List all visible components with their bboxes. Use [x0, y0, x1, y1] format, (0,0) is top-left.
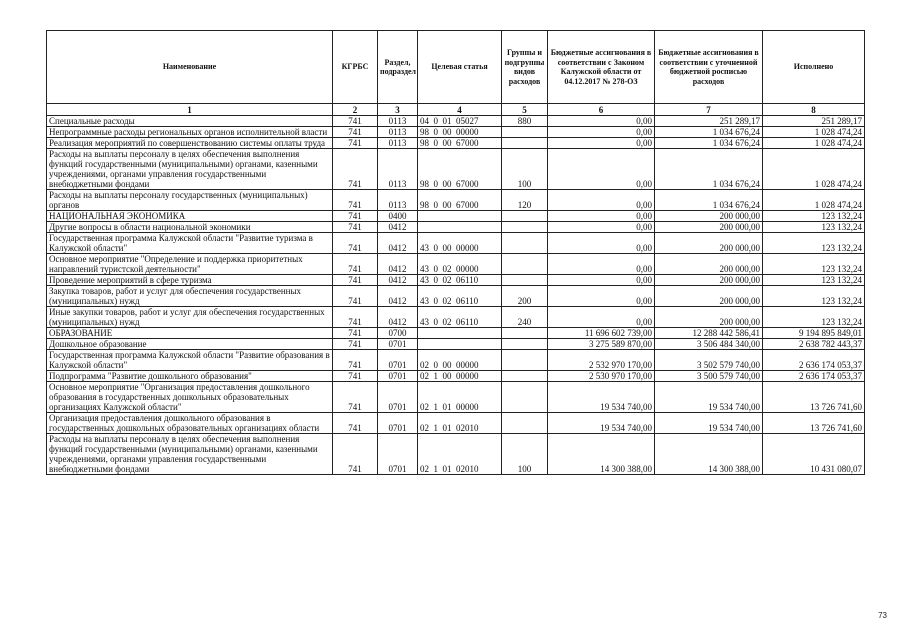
row-target: 43 0 02 00000 — [418, 254, 502, 275]
row-group: 880 — [502, 116, 548, 127]
table-row — [47, 127, 865, 138]
row-name: Подпрограмма "Развитие дошкольного образования" — [47, 371, 333, 382]
table-row — [47, 190, 865, 211]
row-law-amount: 0,00 — [548, 286, 655, 307]
row-target — [418, 339, 502, 350]
row-refined-amount: 19 534 740,00 — [655, 382, 763, 413]
table-row — [47, 434, 865, 475]
row-section: 0412 — [378, 307, 418, 328]
row-group — [502, 138, 548, 149]
row-group — [502, 371, 548, 382]
row-target: 02 1 00 00000 — [418, 371, 502, 382]
row-name: Расходы на выплаты персоналу в целях обеспечения выполнения функций государственными (муниципальными) органами, казенными учреждениями, органами управления государственными внебюджетными фондами — [47, 149, 333, 190]
row-refined-amount: 200 000,00 — [655, 211, 763, 222]
row-section: 0412 — [378, 254, 418, 275]
table-row — [47, 328, 865, 339]
row-section: 0113 — [378, 149, 418, 190]
table-body — [47, 116, 865, 475]
row-refined-amount: 1 034 676,24 — [655, 127, 763, 138]
column-number: 3 — [378, 104, 418, 116]
row-target — [418, 222, 502, 233]
table-row — [47, 116, 865, 127]
row-name: НАЦИОНАЛЬНАЯ ЭКОНОМИКА — [47, 211, 333, 222]
row-section: 0701 — [378, 382, 418, 413]
row-executed-amount: 123 132,24 — [763, 286, 865, 307]
row-group — [502, 222, 548, 233]
table-row — [47, 211, 865, 222]
row-refined-amount: 3 502 579 740,00 — [655, 350, 763, 371]
row-ktrbs: 741 — [333, 254, 378, 275]
header-executed: Исполнено — [763, 31, 865, 104]
row-executed-amount: 123 132,24 — [763, 307, 865, 328]
row-ktrbs: 741 — [333, 190, 378, 211]
row-executed-amount: 123 132,24 — [763, 254, 865, 275]
row-name: Организация предоставления дошкольного образования в государственных дошкольных образовательных организациях области — [47, 413, 333, 434]
row-executed-amount: 9 194 895 849,01 — [763, 328, 865, 339]
table-row — [47, 222, 865, 233]
row-refined-amount: 200 000,00 — [655, 286, 763, 307]
row-refined-amount: 1 034 676,24 — [655, 138, 763, 149]
row-refined-amount: 200 000,00 — [655, 307, 763, 328]
row-name: ОБРАЗОВАНИЕ — [47, 328, 333, 339]
budget-table — [46, 30, 865, 475]
row-executed-amount: 1 028 474,24 — [763, 127, 865, 138]
header-name: Наименование — [47, 31, 333, 104]
header-target: Целевая статья — [418, 31, 502, 104]
row-group — [502, 233, 548, 254]
row-target: 43 0 02 06110 — [418, 275, 502, 286]
row-ktrbs: 741 — [333, 286, 378, 307]
row-section: 0412 — [378, 286, 418, 307]
row-section: 0412 — [378, 233, 418, 254]
table-row — [47, 233, 865, 254]
row-ktrbs: 741 — [333, 275, 378, 286]
row-target: 43 0 00 00000 — [418, 233, 502, 254]
row-executed-amount: 13 726 741,60 — [763, 413, 865, 434]
column-number: 5 — [502, 104, 548, 116]
row-name: Государственная программа Калужской области "Развитие образования в Калужской области" — [47, 350, 333, 371]
row-refined-amount: 14 300 388,00 — [655, 434, 763, 475]
page-number: 73 — [878, 611, 887, 620]
row-refined-amount: 200 000,00 — [655, 254, 763, 275]
row-section: 0701 — [378, 434, 418, 475]
row-name: Основное мероприятие "Организация предоставления дошкольного образования в государственных дошкольных образовательных организациях Калужской области" — [47, 382, 333, 413]
row-refined-amount: 19 534 740,00 — [655, 413, 763, 434]
row-law-amount: 0,00 — [548, 254, 655, 275]
row-group: 100 — [502, 434, 548, 475]
row-executed-amount: 13 726 741,60 — [763, 382, 865, 413]
row-target: 04 0 01 05027 — [418, 116, 502, 127]
column-number: 7 — [655, 104, 763, 116]
row-group — [502, 211, 548, 222]
row-law-amount: 0,00 — [548, 138, 655, 149]
row-executed-amount: 123 132,24 — [763, 211, 865, 222]
row-executed-amount: 2 636 174 053,37 — [763, 371, 865, 382]
row-name: Специальные расходы — [47, 116, 333, 127]
row-section: 0113 — [378, 190, 418, 211]
row-group — [502, 127, 548, 138]
row-ktrbs: 741 — [333, 149, 378, 190]
row-name: Основное мероприятие "Определение и поддержка приоритетных направлений туристской деятельности" — [47, 254, 333, 275]
row-name: Закупка товаров, работ и услуг для обеспечения государственных (муниципальных) нужд — [47, 286, 333, 307]
row-refined-amount: 200 000,00 — [655, 275, 763, 286]
row-group — [502, 413, 548, 434]
row-target — [418, 328, 502, 339]
row-section: 0701 — [378, 371, 418, 382]
row-name: Расходы на выплаты персоналу в целях обеспечения выполнения функций государственными (муниципальными) органами, казенными учреждениями, органами управления государственными внебюджетными фондами — [47, 434, 333, 475]
row-law-amount: 0,00 — [548, 190, 655, 211]
table-row — [47, 371, 865, 382]
row-section: 0700 — [378, 328, 418, 339]
row-law-amount: 0,00 — [548, 307, 655, 328]
row-refined-amount: 1 034 676,24 — [655, 190, 763, 211]
table-row — [47, 138, 865, 149]
row-ktrbs: 741 — [333, 350, 378, 371]
row-ktrbs: 741 — [333, 371, 378, 382]
table-row — [47, 350, 865, 371]
row-section: 0701 — [378, 350, 418, 371]
row-section: 0701 — [378, 413, 418, 434]
table-row — [47, 275, 865, 286]
row-refined-amount: 12 288 442 586,41 — [655, 328, 763, 339]
row-target: 02 0 00 00000 — [418, 350, 502, 371]
row-section: 0412 — [378, 222, 418, 233]
row-law-amount: 2 532 970 170,00 — [548, 350, 655, 371]
table-row — [47, 254, 865, 275]
row-group — [502, 254, 548, 275]
column-number: 2 — [333, 104, 378, 116]
row-law-amount: 19 534 740,00 — [548, 413, 655, 434]
header-row — [47, 31, 865, 104]
row-group: 120 — [502, 190, 548, 211]
row-executed-amount: 123 132,24 — [763, 275, 865, 286]
row-section: 0412 — [378, 275, 418, 286]
row-executed-amount: 2 638 782 443,37 — [763, 339, 865, 350]
row-executed-amount: 2 636 174 053,37 — [763, 350, 865, 371]
row-ktrbs: 741 — [333, 222, 378, 233]
row-section: 0113 — [378, 116, 418, 127]
row-ktrbs: 741 — [333, 116, 378, 127]
row-target: 98 0 00 00000 — [418, 127, 502, 138]
row-group: 200 — [502, 286, 548, 307]
row-ktrbs: 741 — [333, 138, 378, 149]
row-law-amount: 0,00 — [548, 222, 655, 233]
row-ktrbs: 741 — [333, 382, 378, 413]
budget-sheet — [46, 30, 864, 475]
row-group — [502, 339, 548, 350]
row-executed-amount: 10 431 080,07 — [763, 434, 865, 475]
row-law-amount: 0,00 — [548, 233, 655, 254]
row-law-amount: 0,00 — [548, 275, 655, 286]
row-name: Непрограммные расходы региональных органов исполнительной власти — [47, 127, 333, 138]
row-law-amount: 0,00 — [548, 211, 655, 222]
row-ktrbs: 741 — [333, 434, 378, 475]
row-target: 98 0 00 67000 — [418, 190, 502, 211]
row-ktrbs: 741 — [333, 233, 378, 254]
row-refined-amount: 200 000,00 — [655, 222, 763, 233]
row-law-amount: 0,00 — [548, 127, 655, 138]
header-group: Группы и подгруппы видов расходов — [502, 31, 548, 104]
header-law: Бюджетные ассигнования в соответствии с Законом Калужской области от 04.12.2017 № 278-ОЗ — [548, 31, 655, 104]
row-target: 02 1 01 02010 — [418, 434, 502, 475]
row-section: 0400 — [378, 211, 418, 222]
row-name: Государственная программа Калужской области "Развитие туризма в Калужской области" — [47, 233, 333, 254]
row-name: Проведение мероприятий в сфере туризма — [47, 275, 333, 286]
row-law-amount: 14 300 388,00 — [548, 434, 655, 475]
row-law-amount: 0,00 — [548, 116, 655, 127]
row-law-amount: 2 530 970 170,00 — [548, 371, 655, 382]
row-refined-amount: 3 500 579 740,00 — [655, 371, 763, 382]
row-ktrbs: 741 — [333, 328, 378, 339]
row-executed-amount: 123 132,24 — [763, 222, 865, 233]
header-section: Раздел, подраздел — [378, 31, 418, 104]
column-number: 8 — [763, 104, 865, 116]
row-target — [418, 211, 502, 222]
row-section: 0113 — [378, 138, 418, 149]
row-refined-amount: 251 289,17 — [655, 116, 763, 127]
row-executed-amount: 123 132,24 — [763, 233, 865, 254]
row-law-amount: 3 275 589 870,00 — [548, 339, 655, 350]
row-refined-amount: 200 000,00 — [655, 233, 763, 254]
table-row — [47, 286, 865, 307]
row-section: 0701 — [378, 339, 418, 350]
row-law-amount: 0,00 — [548, 149, 655, 190]
column-number-row — [47, 104, 865, 116]
column-number: 6 — [548, 104, 655, 116]
row-target: 43 0 02 06110 — [418, 286, 502, 307]
row-name: Другие вопросы в области национальной экономики — [47, 222, 333, 233]
row-ktrbs: 741 — [333, 307, 378, 328]
table-row — [47, 339, 865, 350]
table-row — [47, 149, 865, 190]
row-target: 98 0 00 67000 — [418, 138, 502, 149]
row-group — [502, 275, 548, 286]
row-refined-amount: 1 034 676,24 — [655, 149, 763, 190]
row-executed-amount: 1 028 474,24 — [763, 190, 865, 211]
row-target: 43 0 02 06110 — [418, 307, 502, 328]
row-name: Реализация мероприятий по совершенствованию системы оплаты труда — [47, 138, 333, 149]
row-section: 0113 — [378, 127, 418, 138]
row-refined-amount: 3 506 484 340,00 — [655, 339, 763, 350]
row-name: Дошкольное образование — [47, 339, 333, 350]
row-name: Расходы на выплаты персоналу государственных (муниципальных) органов — [47, 190, 333, 211]
column-number: 1 — [47, 104, 333, 116]
row-law-amount: 19 534 740,00 — [548, 382, 655, 413]
row-target: 02 1 01 02010 — [418, 413, 502, 434]
row-executed-amount: 1 028 474,24 — [763, 138, 865, 149]
row-executed-amount: 251 289,17 — [763, 116, 865, 127]
row-executed-amount: 1 028 474,24 — [763, 149, 865, 190]
row-ktrbs: 741 — [333, 339, 378, 350]
row-group — [502, 328, 548, 339]
row-ktrbs: 741 — [333, 211, 378, 222]
row-law-amount: 11 696 602 739,00 — [548, 328, 655, 339]
row-target: 02 1 01 00000 — [418, 382, 502, 413]
row-ktrbs: 741 — [333, 127, 378, 138]
table-row — [47, 382, 865, 413]
row-group: 100 — [502, 149, 548, 190]
column-number: 4 — [418, 104, 502, 116]
table-row — [47, 413, 865, 434]
row-target: 98 0 00 67000 — [418, 149, 502, 190]
row-group — [502, 350, 548, 371]
row-group: 240 — [502, 307, 548, 328]
table-row — [47, 307, 865, 328]
row-name: Иные закупки товаров, работ и услуг для обеспечения государственных (муниципальных) нужд — [47, 307, 333, 328]
header-ktrbs: КГРБС — [333, 31, 378, 104]
row-ktrbs: 741 — [333, 413, 378, 434]
row-group — [502, 382, 548, 413]
header-refined: Бюджетные ассигнования в соответствии с уточненной бюджетной росписью расходов — [655, 31, 763, 104]
